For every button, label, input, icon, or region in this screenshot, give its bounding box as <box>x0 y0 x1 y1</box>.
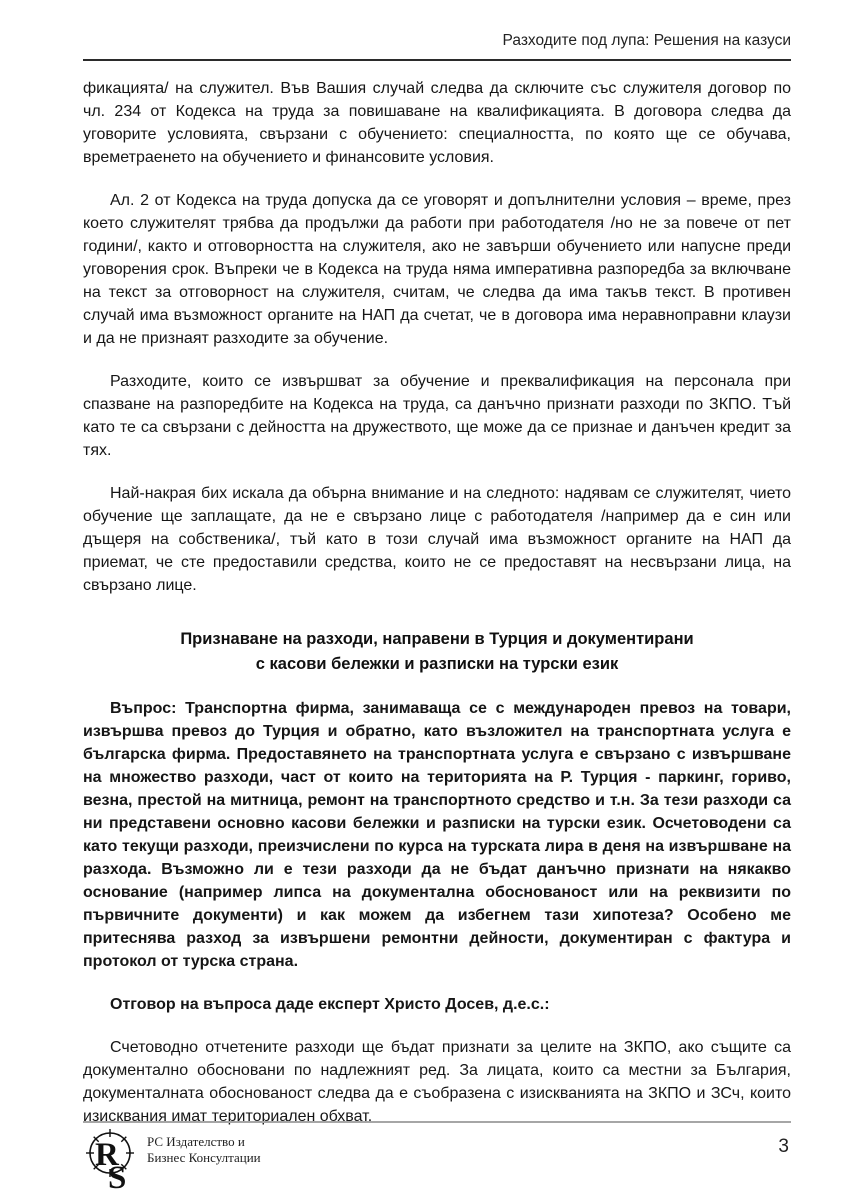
publisher-name <box>147 1128 261 1166</box>
paragraph: Най-накрая бих искала да обърна внимание и на следното: надявам се служителят, чието обучение ще заплащате, да не е свързано лице с работодателя /например да е син или дъщеря на собственика/, тъй като в този случай има възможност органите на НАП да приемат, че сте предоставили средства, които не се предоставят на несвързани лица, на свързано лице. <box>83 485 791 594</box>
logo-letter-s: S <box>108 1160 127 1194</box>
publisher-rs-logo-icon <box>83 1128 141 1194</box>
publisher-name-line2: Бизнес Консултации <box>147 1150 261 1165</box>
paragraph: Ал. 2 от Кодекса на труда допуска да се уговорят и допълнителни условия – време, през което служителят трябва да продължи да работи при работодателя /но не за повече от пет години/, както и отговорността на служителя, ако не завърши обучението или напусне преди уговорения срок. Въпреки че в Кодекса на труда няма императивна разпоредба за включване на текст за отговорност на служителя, считам, че следва да има такъв текст. В противен случай има възможност органите на НАП да счетат, че в договора има неравноправни клаузи и да не признаят разходите за обучение. <box>83 192 791 347</box>
page-footer <box>83 1121 791 1194</box>
publisher-block <box>83 1128 261 1194</box>
publisher-name-line1: РС Издателство и <box>147 1134 245 1149</box>
section-heading-line1: Признаване на разходи, направени в Турция и документирани <box>180 630 694 648</box>
page-number: 3 <box>778 1136 789 1157</box>
paragraph: Разходите, които се извършват за обучение и преквалификация на персонала при спазване на разпоредбите на Кодекса на труда, са данъчно признати разходи по ЗКПО. Тъй като те са свързани с дейността на дружеството, ще може да се признае и данъчен кредит за тях. <box>83 373 791 459</box>
article-turkey-section <box>83 697 791 1128</box>
question-paragraph: Въпрос: Транспортна фирма, занимаваща се с международен превоз на товари, извършва превоз до Турция и обратно, като възложител на транспортната услуга е българска фирма. Предоставянето на транспортната услуга е свързано с извършване на множество разходи, част от които на територията на Р. Турция - паркинг, гориво, везна, престой на митница, ремонт на транспортното средство и т.н. За тези разходи са ни представени основно касови бележки и разписки на турски език. Осчетоводени са като текущи разходи, преизчислени по курса на турската лира в деня на извършване на разхода. Възможно ли е тези разходи да не бъдат данъчно признати на някакво основание (например липса на документална обоснованост или на реквизити по първичните документи) и как можем да избегнем тази хипотеза? Особено ме притеснява разход за извършени ремонтни дейности, документиран с фактура и протокол от турска страна. <box>83 700 791 970</box>
article-training-section <box>83 77 791 597</box>
section-heading <box>83 627 791 677</box>
paragraph: фикацията/ на служител. Във Вашия случай следва да сключите със служителя договор по чл. 234 от Кодекса на труда за повишаване на квалификацията. В договора следва да уговорите условията, свързани с обучението: специалността, по която ще се обучава, времетраенето на обучението и финансовите условия. <box>83 80 791 166</box>
logo-letter-r: R <box>95 1137 119 1173</box>
answer-author-line: Отговор на въпроса даде експерт Христо Досев, д.е.с.: <box>110 996 550 1013</box>
running-header: Разходите под лупа: Решения на казуси <box>83 0 791 61</box>
answer-paragraph: Счетоводно отчетените разходи ще бъдат признати за целите на ЗКПО, ако същите са документално обосновани по надлежният ред. За лицата, които са местни за България, документалната обоснованост следва да е съобразена с изискванията на ЗКПО и ЗСч, които изисквания имат териториален обхват. <box>83 1039 791 1125</box>
section-heading-line2: с касови бележки и разписки на турски език <box>255 655 619 673</box>
